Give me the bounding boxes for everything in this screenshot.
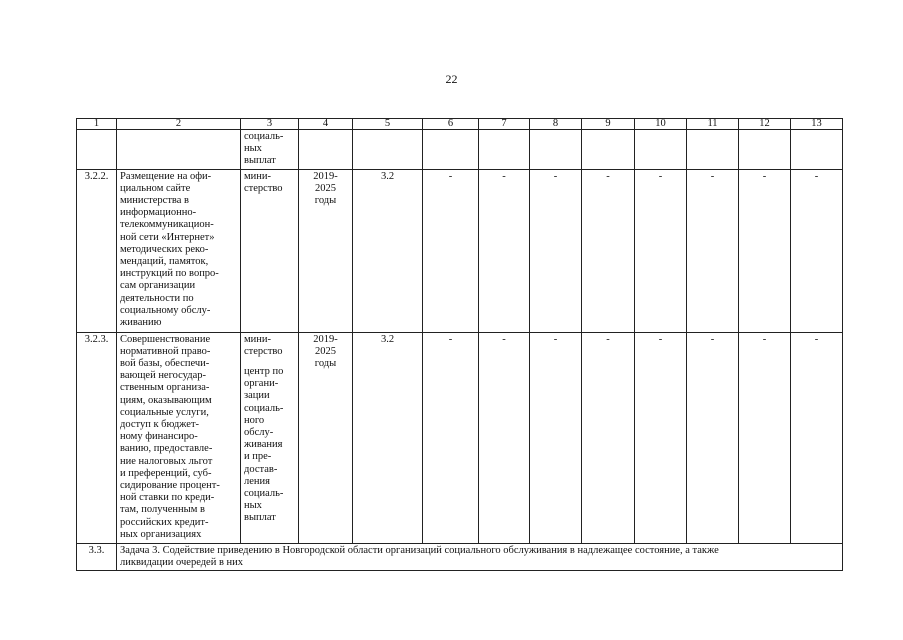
col-header: 8: [530, 119, 582, 130]
period-cell: 2019- 2025 годы: [299, 332, 353, 543]
executor-cell: социаль- ных выплат: [241, 130, 299, 170]
program-table: [76, 118, 843, 571]
continuation-row: [77, 130, 843, 170]
table-row: [77, 332, 843, 543]
value-cell: -: [530, 332, 582, 543]
value-cell: -: [687, 169, 739, 332]
period-cell: 2019- 2025 годы: [299, 169, 353, 332]
col-header: 7: [479, 119, 530, 130]
value-cell: -: [530, 169, 582, 332]
table-row: [77, 169, 843, 332]
header-row: [77, 119, 843, 130]
value-cell: -: [635, 332, 687, 543]
row-id: 3.3.: [77, 543, 117, 570]
col-header: 10: [635, 119, 687, 130]
row-title: Размещение на офи- циальном сайте министерства в информационно- телекоммуникацион- ной сети «Интернет» методических реко- мендаций, памяток, инструкций по вопро- сам организации деятельности по социальному обслу- живанию: [117, 169, 241, 332]
target-cell: 3.2: [353, 169, 423, 332]
value-cell: -: [582, 332, 635, 543]
executor-cell: мини- стерство центр по органи- зации социаль- ного обслу- живания и пре- достав- ления социаль- ных выплат: [241, 332, 299, 543]
col-header: 13: [791, 119, 843, 130]
value-cell: -: [479, 169, 530, 332]
page-number: 22: [445, 72, 458, 86]
executor-cell: мини- стерство: [241, 169, 299, 332]
task-row: [77, 543, 843, 570]
col-header: 4: [299, 119, 353, 130]
col-header: 6: [423, 119, 479, 130]
value-cell: -: [791, 169, 843, 332]
value-cell: -: [423, 332, 479, 543]
col-header: 12: [739, 119, 791, 130]
value-cell: -: [635, 169, 687, 332]
value-cell: -: [582, 169, 635, 332]
task-text: Задача 3. Содействие приведению в Новгородской области организаций социального обслуживания в надлежащее состояние, а также ликвидации очередей в них: [117, 543, 843, 570]
col-header: 11: [687, 119, 739, 130]
value-cell: -: [739, 332, 791, 543]
value-cell: -: [687, 332, 739, 543]
value-cell: -: [739, 169, 791, 332]
row-id: 3.2.2.: [77, 169, 117, 332]
value-cell: -: [791, 332, 843, 543]
col-header: 3: [241, 119, 299, 130]
col-header: 9: [582, 119, 635, 130]
row-title: Совершенствование нормативной право- вой базы, обеспечи- вающей негосудар- ственным организа- циям, оказывающим социальные услуги, доступ к бюджет- ному финансиро- ванию, предоставле- ние налоговых льгот и преференций, суб- сидирование процент- ной ставки по креди- там, полученным в российских кредит- ных организациях: [117, 332, 241, 543]
value-cell: -: [423, 169, 479, 332]
col-header: 5: [353, 119, 423, 130]
value-cell: -: [479, 332, 530, 543]
col-header: 1: [77, 119, 117, 130]
row-id: 3.2.3.: [77, 332, 117, 543]
target-cell: 3.2: [353, 332, 423, 543]
col-header: 2: [117, 119, 241, 130]
